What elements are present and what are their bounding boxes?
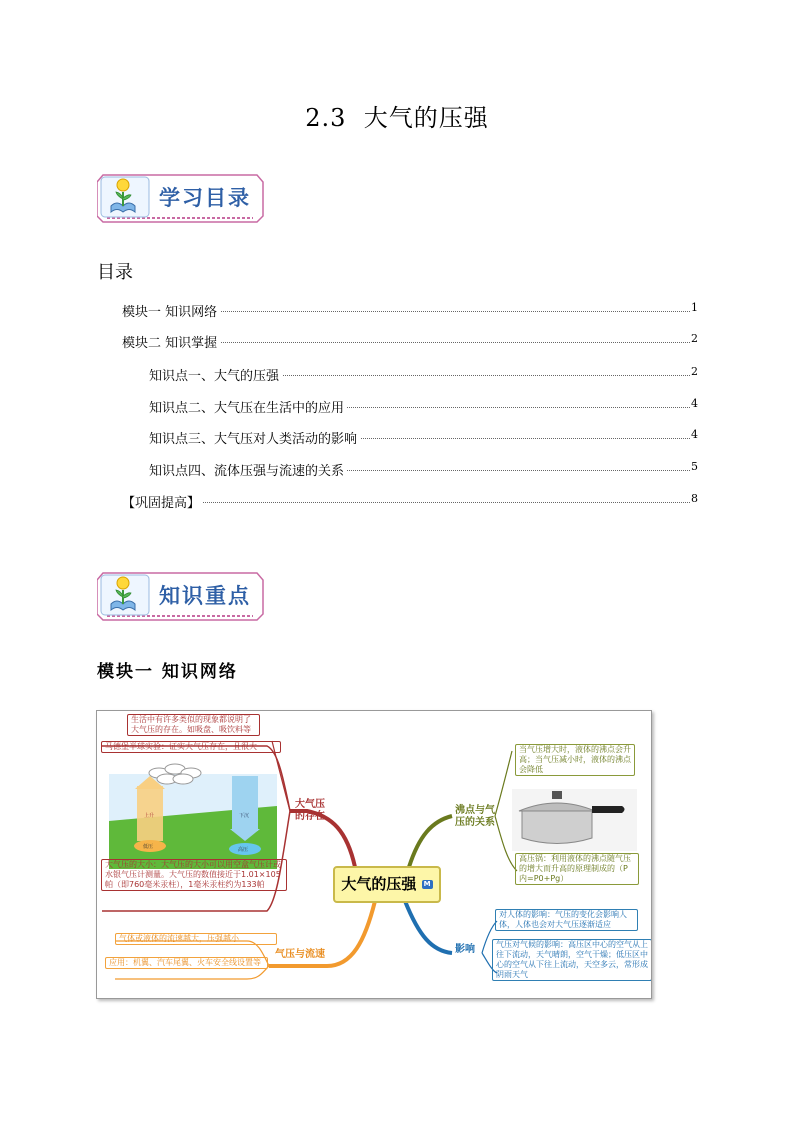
toc-item-page: 5 xyxy=(691,460,698,473)
toc-item-label: 【巩固提高】 xyxy=(122,492,203,511)
toc-item-label: 模块二 知识掌握 xyxy=(122,332,220,351)
toc-item-page: 8 xyxy=(691,492,698,505)
banner-title: 学习目录 xyxy=(159,186,251,210)
toc-item[interactable] xyxy=(0,460,794,480)
toc-item-label: 知识点三、大气压对人类活动的影响 xyxy=(149,428,360,447)
toc-item[interactable] xyxy=(0,365,794,385)
title-number: 2.3 xyxy=(305,104,347,132)
toc-item-page: 4 xyxy=(691,397,698,410)
section-banner-study-contents xyxy=(97,172,261,220)
note-human-body: 对人体的影响：气压的变化会影响人体，人体也会对大气压逐渐适应 xyxy=(495,909,638,931)
toc-item[interactable] xyxy=(0,397,794,417)
center-topic[interactable] xyxy=(333,866,441,903)
branch-label-line2: 的存在 xyxy=(295,811,325,822)
branch-impact[interactable]: 影响 xyxy=(455,944,475,955)
note-boiling-point: 当气压增大时，液体的沸点会升高；当气压减小时，液体的沸点会降低 xyxy=(515,744,635,776)
branch-pressure-flow-speed[interactable]: 气压与流速 xyxy=(275,949,325,960)
note-weather: 气压对气候的影响：高压区中心的空气从上往下流动，天气晴朗，空气干燥；低压区中心的空气从下往上流动，天空多云，常形成阴雨天气 xyxy=(492,939,652,981)
toc-item[interactable] xyxy=(0,332,794,352)
toc-item-page: 4 xyxy=(691,428,698,441)
note-magdeburg: 马德堡半球实验：证实大气压存在，且很大 xyxy=(101,741,281,753)
toc-item-label: 知识点一、大气的压强 xyxy=(149,365,282,384)
branch-atmospheric-pressure-existence[interactable] xyxy=(295,799,325,823)
note-flow-applications: 应用：机翼、汽车尾翼、火车安全线设置等 xyxy=(105,957,268,969)
toc-item[interactable] xyxy=(0,492,794,512)
toc-item-label: 知识点四、流体压强与流速的关系 xyxy=(149,460,347,479)
page-title xyxy=(0,98,794,133)
mindmap-badge: M xyxy=(423,880,431,888)
diagram-label-low: 低压 xyxy=(143,844,154,850)
toc-heading: 目录 xyxy=(97,262,133,283)
toc-item-page: 2 xyxy=(691,365,698,378)
banner-title: 知识重点 xyxy=(159,584,251,608)
branch-label-line1: 沸点与气 xyxy=(455,805,495,816)
module-heading: 模块一 知识网络 xyxy=(97,662,238,682)
toc-item-label: 模块一 知识网络 xyxy=(122,301,220,320)
note-pressure-cooker: 高压锅：利用液体的沸点随气压的增大而升高的原理制成的（P内=P0+Pg） xyxy=(515,853,639,885)
diagram-label-high: 高压 xyxy=(238,847,249,853)
toc-item[interactable] xyxy=(0,428,794,448)
mind-map xyxy=(96,710,652,999)
branch-label-line2: 压的关系 xyxy=(455,817,495,828)
toc-item-page: 2 xyxy=(691,332,698,345)
title-text: 大气的压强 xyxy=(363,104,489,132)
center-topic-label: 大气的压强 xyxy=(341,875,417,893)
note-pressure-size: 大气压的大小：大气压的大小可以用空盒气压计或水银气压计测量。大气压的数值接近于1.01×105帕（即760毫米汞柱），1毫米汞柱约为133帕 xyxy=(101,859,287,891)
toc-item[interactable] xyxy=(0,301,794,321)
toc-item-label: 知识点二、大气压在生活中的应用 xyxy=(149,397,347,416)
toc-item-page: 1 xyxy=(691,301,698,314)
section-banner-key-knowledge xyxy=(97,570,261,618)
note-flow-speed: 气体或液体的流速越大，压强越小 xyxy=(115,933,277,945)
note-daily-life: 生活中有许多类似的现象都说明了大气压的存在。如吸盘、吸饮料等 xyxy=(127,714,260,736)
diagram-label-up: 上升 xyxy=(144,813,155,819)
branch-boiling-point-pressure[interactable] xyxy=(455,805,495,829)
diagram-label-down: 下沉 xyxy=(239,813,250,819)
branch-label-line1: 大气压 xyxy=(295,799,325,810)
